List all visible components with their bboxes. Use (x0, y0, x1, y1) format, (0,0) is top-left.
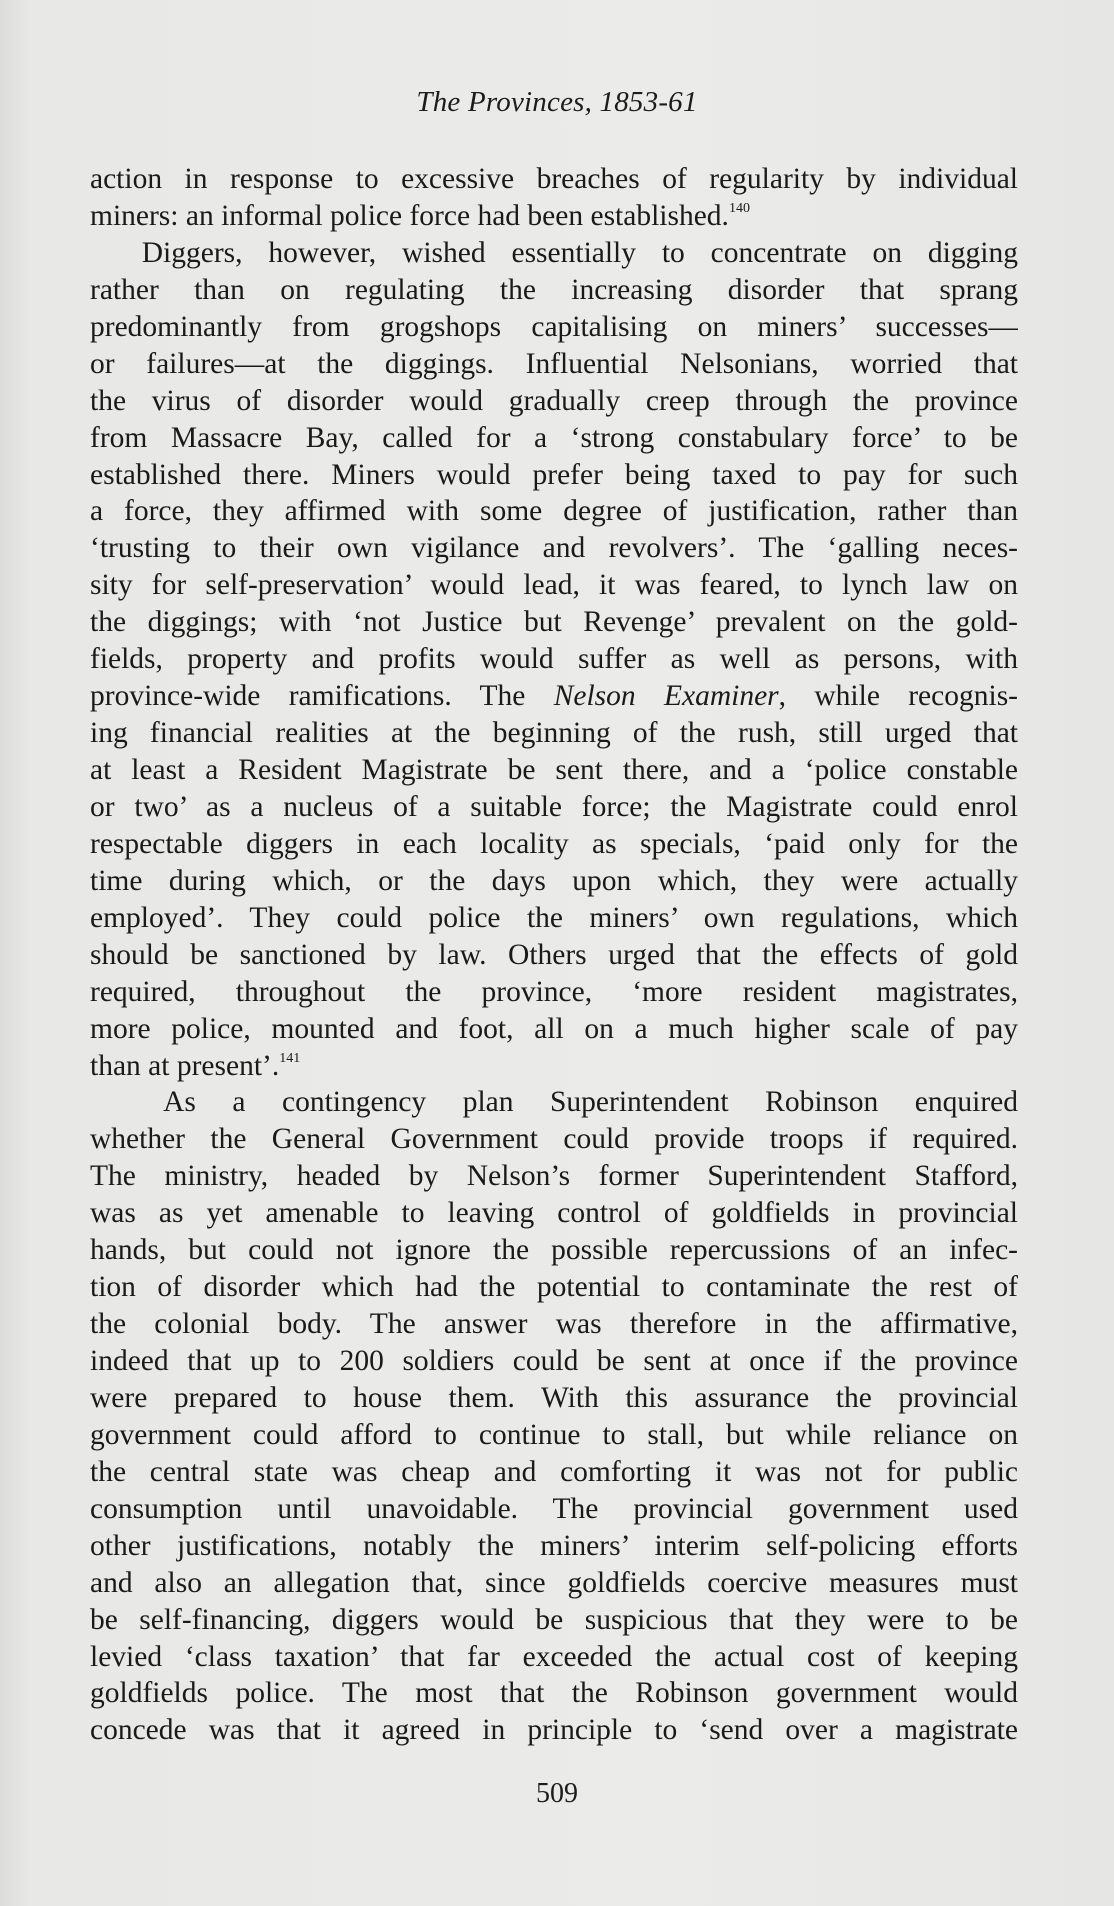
text-segment: at least a Resident Magistrate be sent there, and a ‘police constable (90, 754, 1018, 786)
text-segment: were prepared to house them. With this assurance the provincial (90, 1381, 1018, 1414)
text-line (90, 900, 1018, 937)
text-line (90, 1491, 1018, 1528)
text-line (90, 678, 1018, 715)
text-line (90, 420, 1018, 457)
text-segment: government could afford to continue to stall, but while reliance on (90, 1418, 1018, 1451)
text-segment: the virus of disorder would gradually creep through the province (90, 384, 1018, 417)
text-line (90, 1712, 1018, 1749)
text-line (90, 1675, 1018, 1712)
text-segment: ing financial realities at the beginning of the rush, still urged that (90, 717, 1018, 750)
text-segment: and also an allegation that, since goldfields coercive measures must (90, 1566, 1018, 1599)
text-segment: from Massacre Bay, called for a ‘strong constabulary force’ to be (90, 421, 1018, 454)
page-number: 509 (536, 1778, 578, 1809)
text-line (90, 1306, 1018, 1343)
text-segment: predominantly from grogshops capitalising on miners’ successes— (90, 310, 1018, 343)
text-segment: As a contingency plan Superintendent Robinson enquired (90, 1086, 1018, 1119)
text-segment: respectable diggers in each locality as specials, ‘paid only for the (90, 827, 1018, 860)
text-line (90, 1048, 1018, 1085)
text-line (90, 1417, 1018, 1454)
text-line (90, 1232, 1018, 1269)
text-line (90, 1380, 1018, 1417)
text-line (90, 346, 1018, 383)
text-line (90, 715, 1018, 752)
text-line (90, 1158, 1018, 1195)
text-segment: employed’. They could police the miners’ own regulations, which (90, 901, 1018, 934)
text-line (90, 1528, 1018, 1565)
text-segment: , while recognis- (778, 680, 1018, 713)
text-line (90, 309, 1018, 346)
text-segment: province-wide ramifications. The (90, 680, 554, 713)
text-line (90, 974, 1018, 1011)
text-segment: a force, they affirmed with some degree of justification, rather than (90, 495, 1018, 528)
text-segment: should be sanctioned by law. Others urged that the effects of gold (90, 938, 1018, 971)
text-line (90, 1565, 1018, 1602)
text-line (90, 1343, 1018, 1380)
text-segment: concede was that it agreed in principle to ‘send over a magistrate (90, 1714, 1018, 1747)
text-line (90, 863, 1018, 900)
text-line (90, 752, 1018, 789)
text-line (90, 530, 1018, 567)
text-segment: more police, mounted and foot, all on a much higher scale of pay (90, 1012, 1018, 1045)
text-line (90, 1011, 1018, 1048)
text-segment: be self-financing, diggers would be suspicious that they were to be (90, 1603, 1018, 1636)
text-segment: rather than on regulating the increasing disorder that sprang (90, 273, 1018, 306)
text-segment: tion of disorder which had the potential to contaminate the rest of (90, 1271, 1018, 1304)
text-segment: Diggers, however, wished essentially to concentrate on digging (90, 236, 1018, 269)
text-segment: the central state was cheap and comforting it was not for public (90, 1455, 1018, 1488)
text-segment: other justifications, notably the miners’ interim self-policing efforts (90, 1529, 1018, 1562)
text-line (90, 1602, 1018, 1639)
text-segment: goldfields police. The most that the Robinson government would (90, 1677, 1018, 1710)
text-line (90, 789, 1018, 826)
text-segment: than at present’. (90, 1049, 280, 1082)
text-segment: whether the General Government could provide troops if required. (90, 1123, 1018, 1156)
text-segment: sity for self-preservation’ would lead, it was feared, to lynch law on (90, 569, 1018, 602)
text-line (90, 1084, 1018, 1121)
text-line (90, 457, 1018, 494)
text-segment: hands, but could not ignore the possible repercussions of an infec- (90, 1234, 1018, 1267)
text-segment: consumption until unavoidable. The provincial government used (90, 1492, 1018, 1525)
italic-title: Nelson Examiner (553, 680, 779, 713)
text-line (90, 1639, 1018, 1676)
text-line (90, 1269, 1018, 1306)
text-line (90, 1195, 1018, 1232)
footnote-marker: 140 (728, 200, 750, 216)
text-line (90, 1121, 1018, 1158)
text-segment: levied ‘class taxation’ that far exceeded the actual cost of keeping (90, 1640, 1018, 1673)
text-line (90, 161, 1018, 198)
text-segment: miners: an informal police force had been established. (90, 199, 729, 232)
text-segment: fields, property and profits would suffer as well as persons, with (90, 643, 1018, 676)
text-line (90, 1454, 1018, 1491)
text-line (90, 235, 1018, 272)
text-segment: time during which, or the days upon which, they were actually (90, 864, 1018, 897)
text-line (90, 937, 1018, 974)
text-segment: established there. Miners would prefer being taxed to pay for such (90, 458, 1018, 491)
text-segment: ‘trusting to their own vigilance and revolvers’. The ‘galling neces- (90, 532, 1018, 565)
text-segment: action in response to excessive breaches of regularity by individual (90, 163, 1018, 195)
text-line (90, 383, 1018, 420)
text-line (90, 641, 1018, 678)
text-segment: the colonial body. The answer was therefore in the affirmative, (90, 1308, 1018, 1341)
text-segment: The ministry, headed by Nelson’s former Superintendent Stafford, (90, 1160, 1018, 1193)
text-segment: indeed that up to 200 soldiers could be sent at once if the province (90, 1345, 1018, 1377)
text-line (90, 198, 1018, 235)
text-segment: required, throughout the province, ‘more resident magistrates, (90, 975, 1018, 1008)
footnote-marker: 141 (279, 1050, 301, 1066)
text-line (90, 493, 1018, 530)
text-line (90, 567, 1018, 604)
text-segment: or failures—at the diggings. Influential Nelsonians, worried that (90, 347, 1018, 380)
running-head: The Provinces, 1853-61 (416, 86, 698, 118)
text-line (90, 826, 1018, 863)
text-segment: was as yet amenable to leaving control of goldfields in provincial (90, 1197, 1018, 1230)
text-line (90, 272, 1018, 309)
body-text (90, 161, 1018, 1749)
text-line (90, 604, 1018, 641)
text-segment: the diggings; with ‘not Justice but Revenge’ prevalent on the gold- (90, 606, 1018, 639)
text-segment: or two’ as a nucleus of a suitable force; the Magistrate could enrol (90, 790, 1018, 823)
